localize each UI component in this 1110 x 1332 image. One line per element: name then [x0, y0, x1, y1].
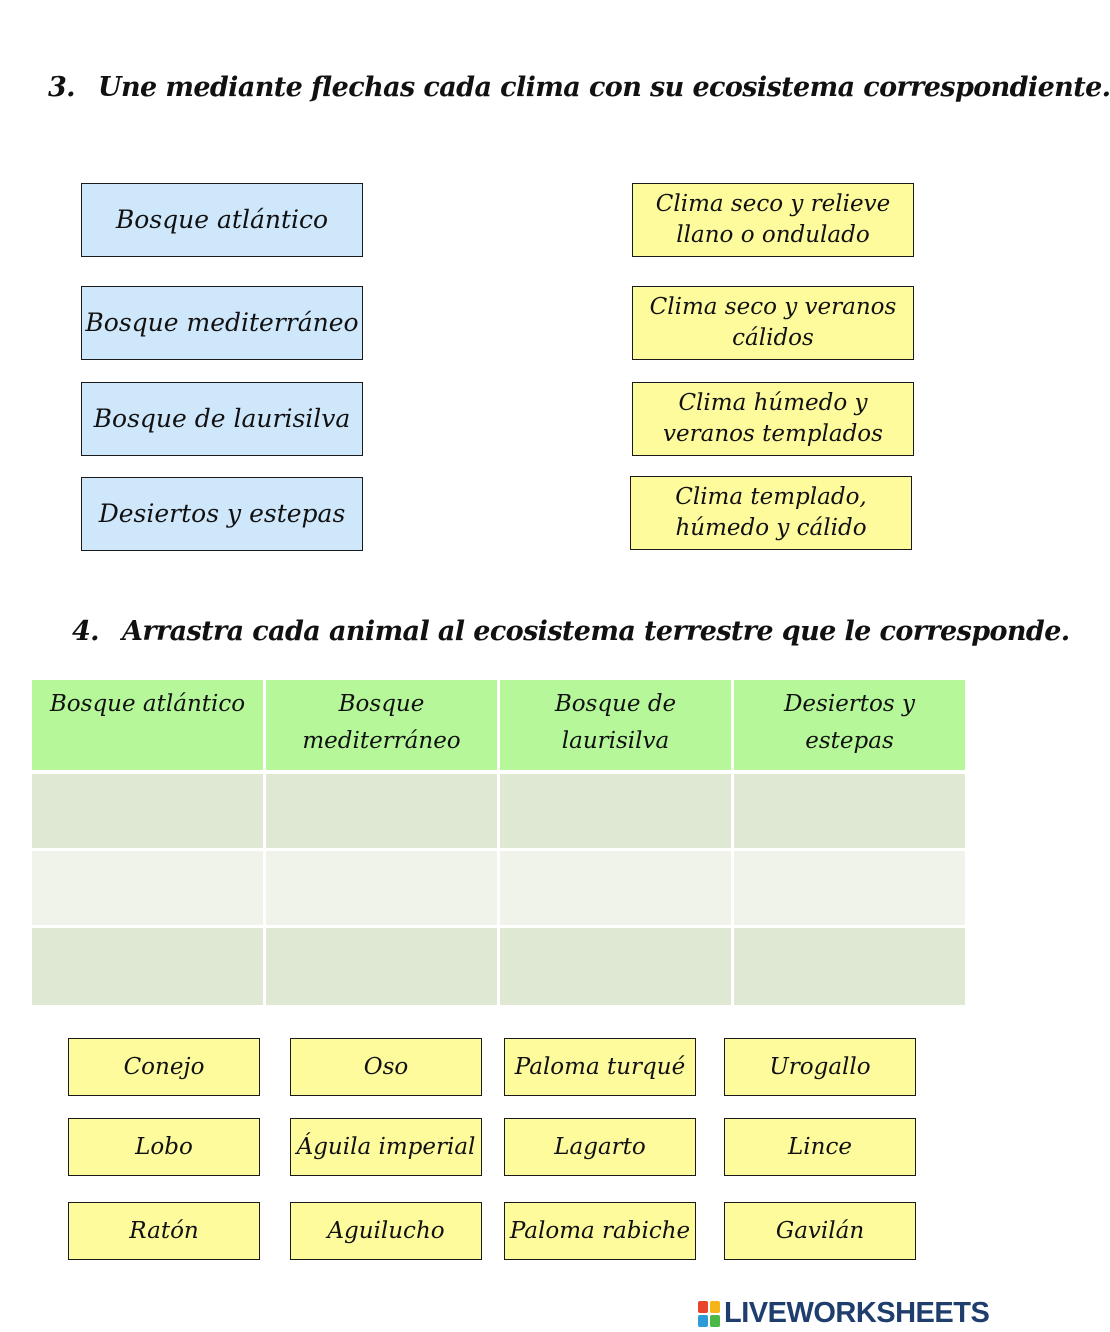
animal-card-conejo[interactable]	[68, 1038, 260, 1096]
animal-label: Ratón	[129, 1218, 199, 1244]
drop-cell[interactable]	[500, 928, 731, 1005]
animal-card-raton[interactable]	[68, 1202, 260, 1260]
climate-label: Clima templado, húmedo y cálido	[675, 483, 867, 541]
animal-label: Lagarto	[554, 1134, 646, 1160]
exercise-3-number: 3.	[48, 72, 75, 103]
table-header-mediterraneo	[266, 680, 497, 770]
table-header-label: Bosque mediterráneo	[302, 691, 461, 754]
animal-label: Gavilán	[775, 1218, 865, 1244]
animal-label: Águila imperial	[296, 1134, 476, 1160]
animal-card-aguilucho[interactable]	[290, 1202, 482, 1260]
ecosystem-box-atlantico[interactable]	[81, 183, 363, 257]
drop-cell[interactable]	[734, 851, 965, 925]
exercise-4-instruction: Arrastra cada animal al ecosistema terrestre que le corresponde.	[122, 616, 1070, 647]
climate-box-2[interactable]	[632, 286, 914, 360]
table-header-label: Bosque de laurisilva	[554, 691, 677, 754]
animal-label: Conejo	[123, 1054, 205, 1080]
animal-card-lagarto[interactable]	[504, 1118, 696, 1176]
animal-card-aguila-imperial[interactable]	[290, 1118, 482, 1176]
climate-label: Clima seco y relieve llano o ondulado	[655, 190, 891, 248]
animal-card-paloma-rabiche[interactable]	[504, 1202, 696, 1260]
climate-box-1[interactable]	[632, 183, 914, 257]
ecosystem-label: Bosque de laurisilva	[93, 404, 351, 434]
drop-cell[interactable]	[500, 851, 731, 925]
climate-box-4[interactable]	[630, 476, 912, 550]
drop-cell[interactable]	[266, 774, 497, 848]
ecosystem-box-laurisilva[interactable]	[81, 382, 363, 456]
animal-label: Paloma turqué	[514, 1054, 686, 1080]
animal-card-lobo[interactable]	[68, 1118, 260, 1176]
animal-card-gavilan[interactable]	[724, 1202, 916, 1260]
animal-label: Lince	[788, 1134, 852, 1160]
animal-label: Lobo	[135, 1134, 193, 1160]
ecosystem-label: Desiertos y estepas	[98, 499, 346, 529]
exercise-3-heading	[48, 72, 1110, 103]
table-header-laurisilva	[500, 680, 731, 770]
table-header-desiertos	[734, 680, 965, 770]
exercise-4-heading	[72, 616, 1070, 647]
exercise-3-instruction: Une mediante flechas cada clima con su ecosistema correspondiente.	[98, 72, 1110, 103]
table-header-label: Bosque atlántico	[49, 691, 246, 717]
ecosystem-drop-table	[32, 680, 965, 1005]
liveworksheets-brand	[698, 1297, 989, 1330]
drop-cell[interactable]	[266, 851, 497, 925]
animal-label: Urogallo	[769, 1054, 871, 1080]
climate-label: Clima seco y veranos cálidos	[649, 293, 897, 351]
climate-box-3[interactable]	[632, 382, 914, 456]
ecosystem-box-mediterraneo[interactable]	[81, 286, 363, 360]
ecosystem-box-desiertos[interactable]	[81, 477, 363, 551]
drop-cell[interactable]	[32, 928, 263, 1005]
drop-cell[interactable]	[266, 928, 497, 1005]
drop-cell[interactable]	[734, 928, 965, 1005]
animal-label: Oso	[363, 1054, 409, 1080]
drop-cell[interactable]	[32, 774, 263, 848]
exercise-4-number: 4.	[72, 616, 99, 647]
brand-text: LIVEWORKSHEETS	[724, 1297, 990, 1329]
table-header-atlantico	[32, 680, 263, 770]
ecosystem-label: Bosque atlántico	[115, 205, 329, 235]
ecosystem-label: Bosque mediterráneo	[85, 308, 359, 338]
animal-card-oso[interactable]	[290, 1038, 482, 1096]
drop-cell[interactable]	[500, 774, 731, 848]
table-header-label: Desiertos y estepas	[783, 691, 915, 754]
animal-card-lince[interactable]	[724, 1118, 916, 1176]
animal-card-paloma-turque[interactable]	[504, 1038, 696, 1096]
drop-cell[interactable]	[734, 774, 965, 848]
animal-label: Paloma rabiche	[509, 1218, 691, 1244]
liveworksheets-logo-icon	[698, 1301, 720, 1327]
drop-cell[interactable]	[32, 851, 263, 925]
climate-label: Clima húmedo y veranos templados	[663, 389, 883, 447]
animal-label: Aguilucho	[327, 1218, 445, 1244]
animal-card-urogallo[interactable]	[724, 1038, 916, 1096]
